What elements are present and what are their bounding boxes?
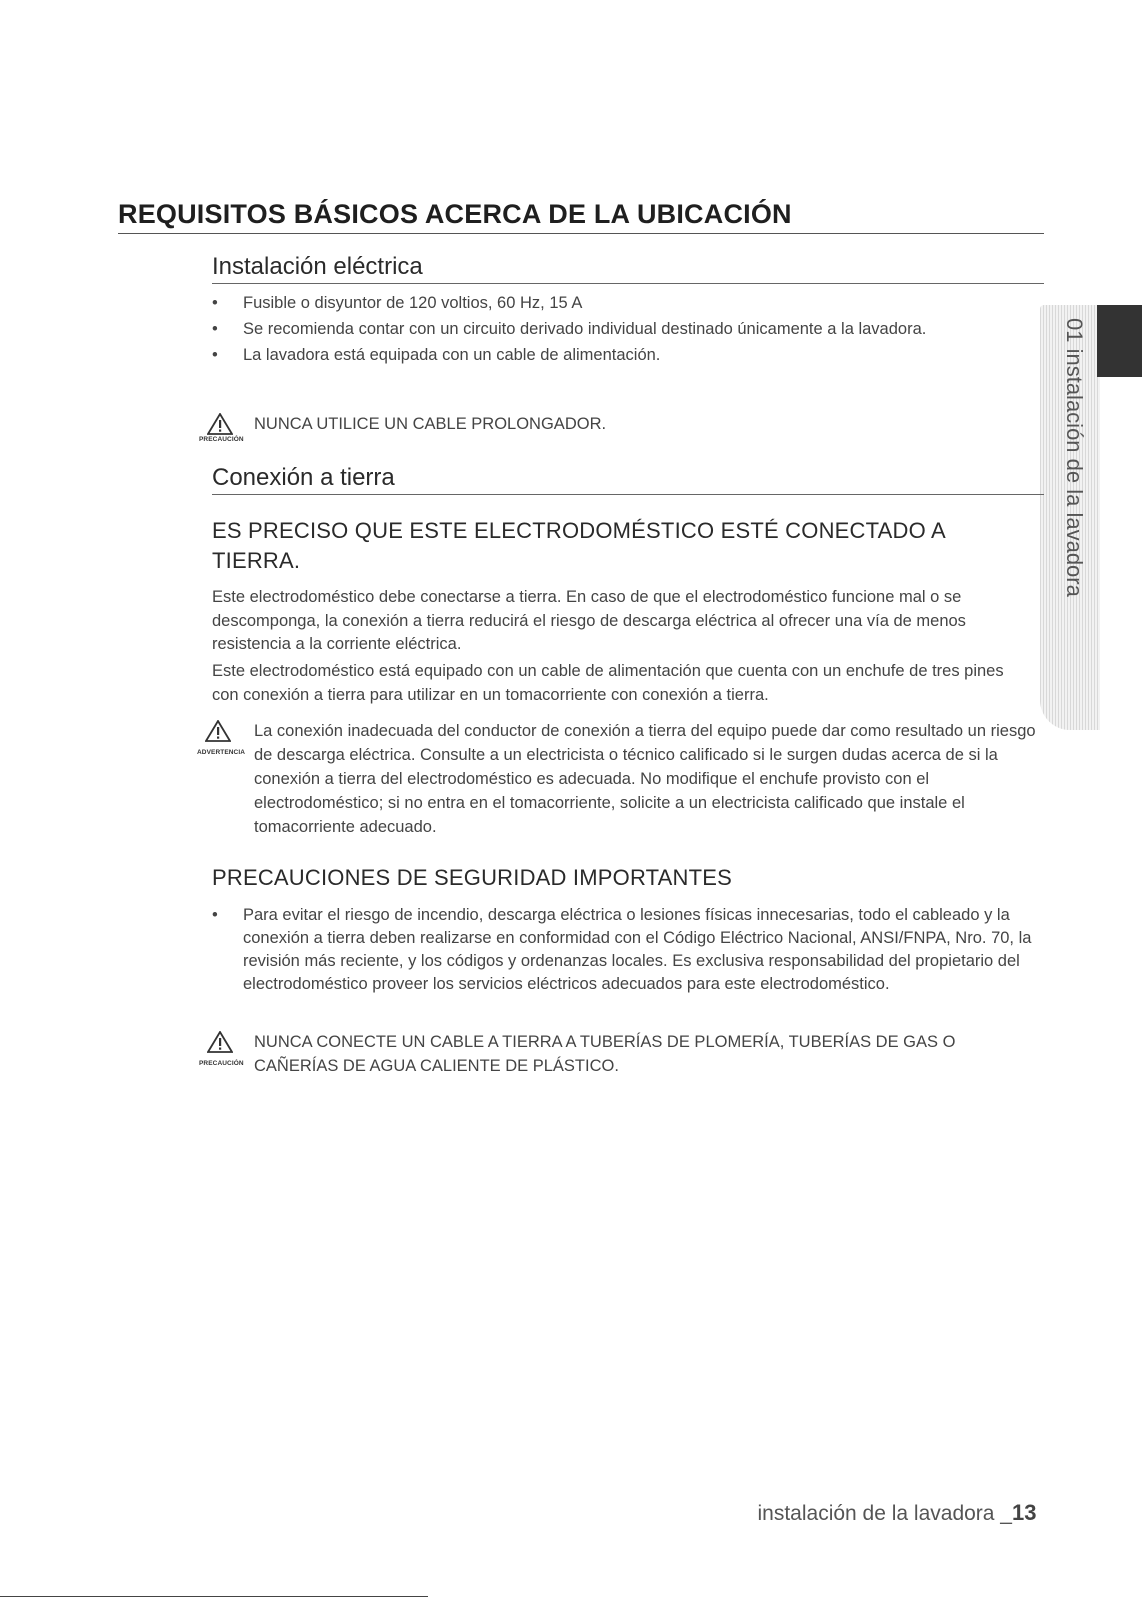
footer-chapter-label: instalación de la lavadora _ [757, 1502, 1012, 1525]
section-divider-electrical [212, 283, 1044, 284]
ground-paragraph-2: Este electrodoméstico está equipado con un cable de alimentación que cuenta con un enchufe de tres pines con conexión a tierra para utilizar en un tomacorriente con conexión a tierra. [212, 662, 1004, 704]
chapter-tab-label: 01 instalación de la lavadora [1062, 318, 1087, 597]
list-item: • Se recomienda contar con un circuito derivado individual destinado únicamente a la lavadora. [212, 318, 1032, 341]
caution-text: NUNCA UTILICE UN CABLE PROLONGADOR. [254, 415, 607, 433]
electrical-bullet-list [212, 292, 1032, 370]
list-item: • La lavadora está equipada con un cable de alimentación. [212, 344, 1032, 367]
warning-text: La conexión inadecuada del conductor de conexión a tierra del equipo puede dar como resultado un riesgo de descarga eléctrica. Consulte a un electricista o técnico calificado si le surgen dudas acerca de si la conexión a tierra del electrodoméstico es adecuada. No modifique el enchufe provisto con el electrodoméstico; si no entra en el tomacorriente, solicite a un electricista calificado que instale el tomacorriente adecuado. [254, 722, 1036, 836]
safety-bullet-list [212, 904, 1032, 999]
warning-label: ADVERTENCIA [197, 749, 246, 756]
chapter-tab-marker [1097, 305, 1142, 377]
bullet-icon: • [212, 906, 218, 924]
bottom-divider [0, 1596, 428, 1597]
page-number: 13 [1012, 1500, 1037, 1525]
safety-heading: PRECAUCIONES DE SEGURIDAD IMPORTANTES [212, 865, 732, 890]
warning-triangle-icon [207, 1031, 233, 1053]
warning-triangle-icon [207, 413, 233, 435]
caution-label: PRECAUCIÓN [199, 1060, 244, 1067]
section-divider-ground [212, 494, 1044, 495]
caution-label: PRECAUCIÓN [199, 436, 244, 443]
page-title: REQUISITOS BÁSICOS ACERCA DE LA UBICACIÓN [118, 199, 792, 229]
section-title-ground: Conexión a tierra [212, 464, 395, 491]
section-title-electrical: Instalación eléctrica [212, 253, 423, 280]
caution-text: NUNCA CONECTE UN CABLE A TIERRA A TUBERÍAS DE PLOMERÍA, TUBERÍAS DE GAS O CAÑERÍAS DE AGUA CALIENTE DE PLÁSTICO. [254, 1033, 956, 1075]
warning-triangle-icon [205, 720, 231, 742]
title-divider [118, 233, 1044, 234]
caution-notice-plumbing [199, 1030, 1039, 1078]
ground-heading: ES PRECISO QUE ESTE ELECTRODOMÉSTICO ESTÉ CONECTADO A TIERRA. [212, 518, 945, 573]
list-item: • Para evitar el riesgo de incendio, descarga eléctrica o lesiones físicas innecesarias, todo el cableado y la conexión a tierra deben realizarse en conformidad con el Código Eléctrico Nacional, ANSI/FNPA, Nro. 70, la revisión más reciente, y los códigos y ordenanzas locales. Es exclusiva responsabilidad del propietario del electrodoméstico proveer los servicios eléctricos adecuados para este electrodoméstico. [212, 906, 1032, 993]
list-item: • Fusible o disyuntor de 120 voltios, 60 Hz, 15 A [212, 292, 1032, 315]
caution-notice-extension-cord [199, 412, 1039, 443]
bullet-icon: • [212, 320, 218, 338]
ground-paragraph-1: Este electrodoméstico debe conectarse a tierra. En caso de que el electrodoméstico funcione mal o se descomponga, la conexión a tierra reducirá el riesgo de descarga eléctrica al ofrecer una vía de menos resistencia a la corriente eléctrica. [212, 588, 966, 653]
bullet-icon: • [212, 346, 218, 364]
warning-notice-grounding [199, 719, 1039, 839]
bullet-icon: • [212, 294, 218, 312]
